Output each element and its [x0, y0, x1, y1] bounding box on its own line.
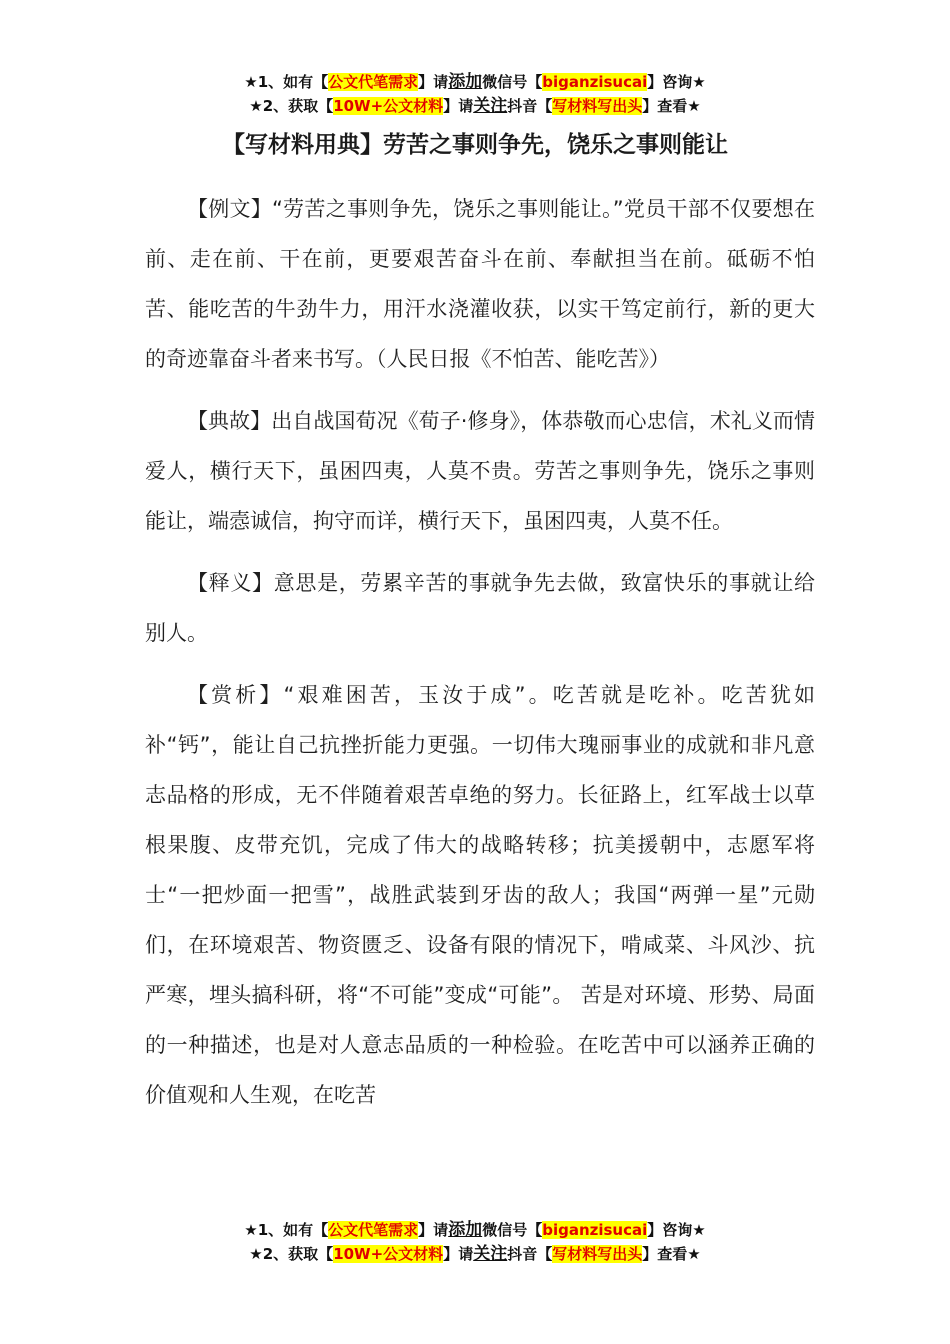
banner-emphasis: 关注 — [473, 96, 508, 116]
banner-text: 】咨询★ — [647, 73, 706, 91]
banner-text: 】查看★ — [642, 1245, 701, 1263]
footer-banner-line-2 — [0, 1242, 950, 1266]
header-banner-line-1 — [0, 70, 950, 94]
service-highlight: 公文代笔需求 — [328, 1221, 419, 1239]
paragraph-appreciation: 【赏析】“艰难困苦，玉汝于成”。吃苦就是吃补。吃苦犹如补“钙”，能让自己抗挫折能力更强。一切伟大瑰丽事业的成就和非凡意志品格的形成，无不伴随着艰苦卓绝的努力。长征路上，红军战士以草根果腹、皮带充饥，完成了伟大的战略转移；抗美援朝中，志愿军将士“一把炒面一把雪”，战胜武装到牙齿的敌人；我国“两弹一星”元勋们，在环境艰苦、物资匮乏、设备有限的情况下，啃咸菜、斗风沙、抗严寒，埋头搞科研，将“不可能”变成“可能”。 苦是对环境、形势、局面的一种描述，也是对人意志品质的一种检验。在吃苦中可以涵养正确的价值观和人生观，在吃苦 — [145, 683, 815, 1107]
banner-emphasis: 添加 — [448, 1220, 483, 1240]
header-banner — [0, 70, 950, 118]
banner-text: 】请 — [443, 97, 474, 115]
banner-text: ★2、获取【 — [249, 97, 334, 115]
service-highlight: 公文代笔需求 — [328, 73, 419, 91]
banner-text: 】请 — [418, 73, 449, 91]
douyin-account-highlight: 写材料写出头 — [552, 97, 643, 115]
banner-text: 微信号【 — [482, 1221, 543, 1239]
banner-text: ★1、如有【 — [244, 73, 329, 91]
footer-banner-line-1 — [0, 1218, 950, 1242]
banner-text: 】查看★ — [642, 97, 701, 115]
wechat-id-highlight: biganzisucai — [542, 73, 648, 91]
banner-text: 微信号【 — [482, 73, 543, 91]
banner-text: ★1、如有【 — [244, 1221, 329, 1239]
banner-text: 抖音【 — [507, 1245, 553, 1263]
banner-emphasis: 添加 — [448, 72, 483, 92]
materials-highlight: 10W+公文材料 — [333, 1245, 444, 1263]
banner-text: 】请 — [418, 1221, 449, 1239]
banner-text: 抖音【 — [507, 97, 553, 115]
document-title: 【写材料用典】劳苦之事则争先，饶乐之事则能让 — [222, 132, 728, 158]
banner-text: 】咨询★ — [647, 1221, 706, 1239]
paragraph-meaning: 【释义】意思是，劳累辛苦的事就争先去做，致富快乐的事就让给别人。 — [145, 571, 815, 645]
wechat-id-highlight: biganzisucai — [542, 1221, 648, 1239]
paragraph-origin: 【典故】出自战国荀况《荀子·修身》，体恭敬而心忠信，术礼义而情爱人，横行天下，虽困四夷，人莫不贵。劳苦之事则争先，饶乐之事则能让，端悫诚信，拘守而详，横行天下，虽困四夷，人莫不任。 — [145, 409, 815, 533]
banner-emphasis: 关注 — [473, 1244, 508, 1264]
banner-text: ★2、获取【 — [249, 1245, 334, 1263]
document-body — [145, 184, 815, 1132]
douyin-account-highlight: 写材料写出头 — [552, 1245, 643, 1263]
materials-highlight: 10W+公文材料 — [333, 97, 444, 115]
header-banner-line-2 — [0, 94, 950, 118]
paragraph-example: 【例文】“劳苦之事则争先，饶乐之事则能让。”党员干部不仅要想在前、走在前、干在前，更要艰苦奋斗在前、奉献担当在前。砥砺不怕苦、能吃苦的牛劲牛力，用汗水浇灌收获，以实干笃定前行，新的更大的奇迹靠奋斗者来书写。（人民日报《不怕苦、能吃苦》） — [145, 197, 815, 371]
banner-text: 】请 — [443, 1245, 474, 1263]
footer-banner — [0, 1218, 950, 1266]
